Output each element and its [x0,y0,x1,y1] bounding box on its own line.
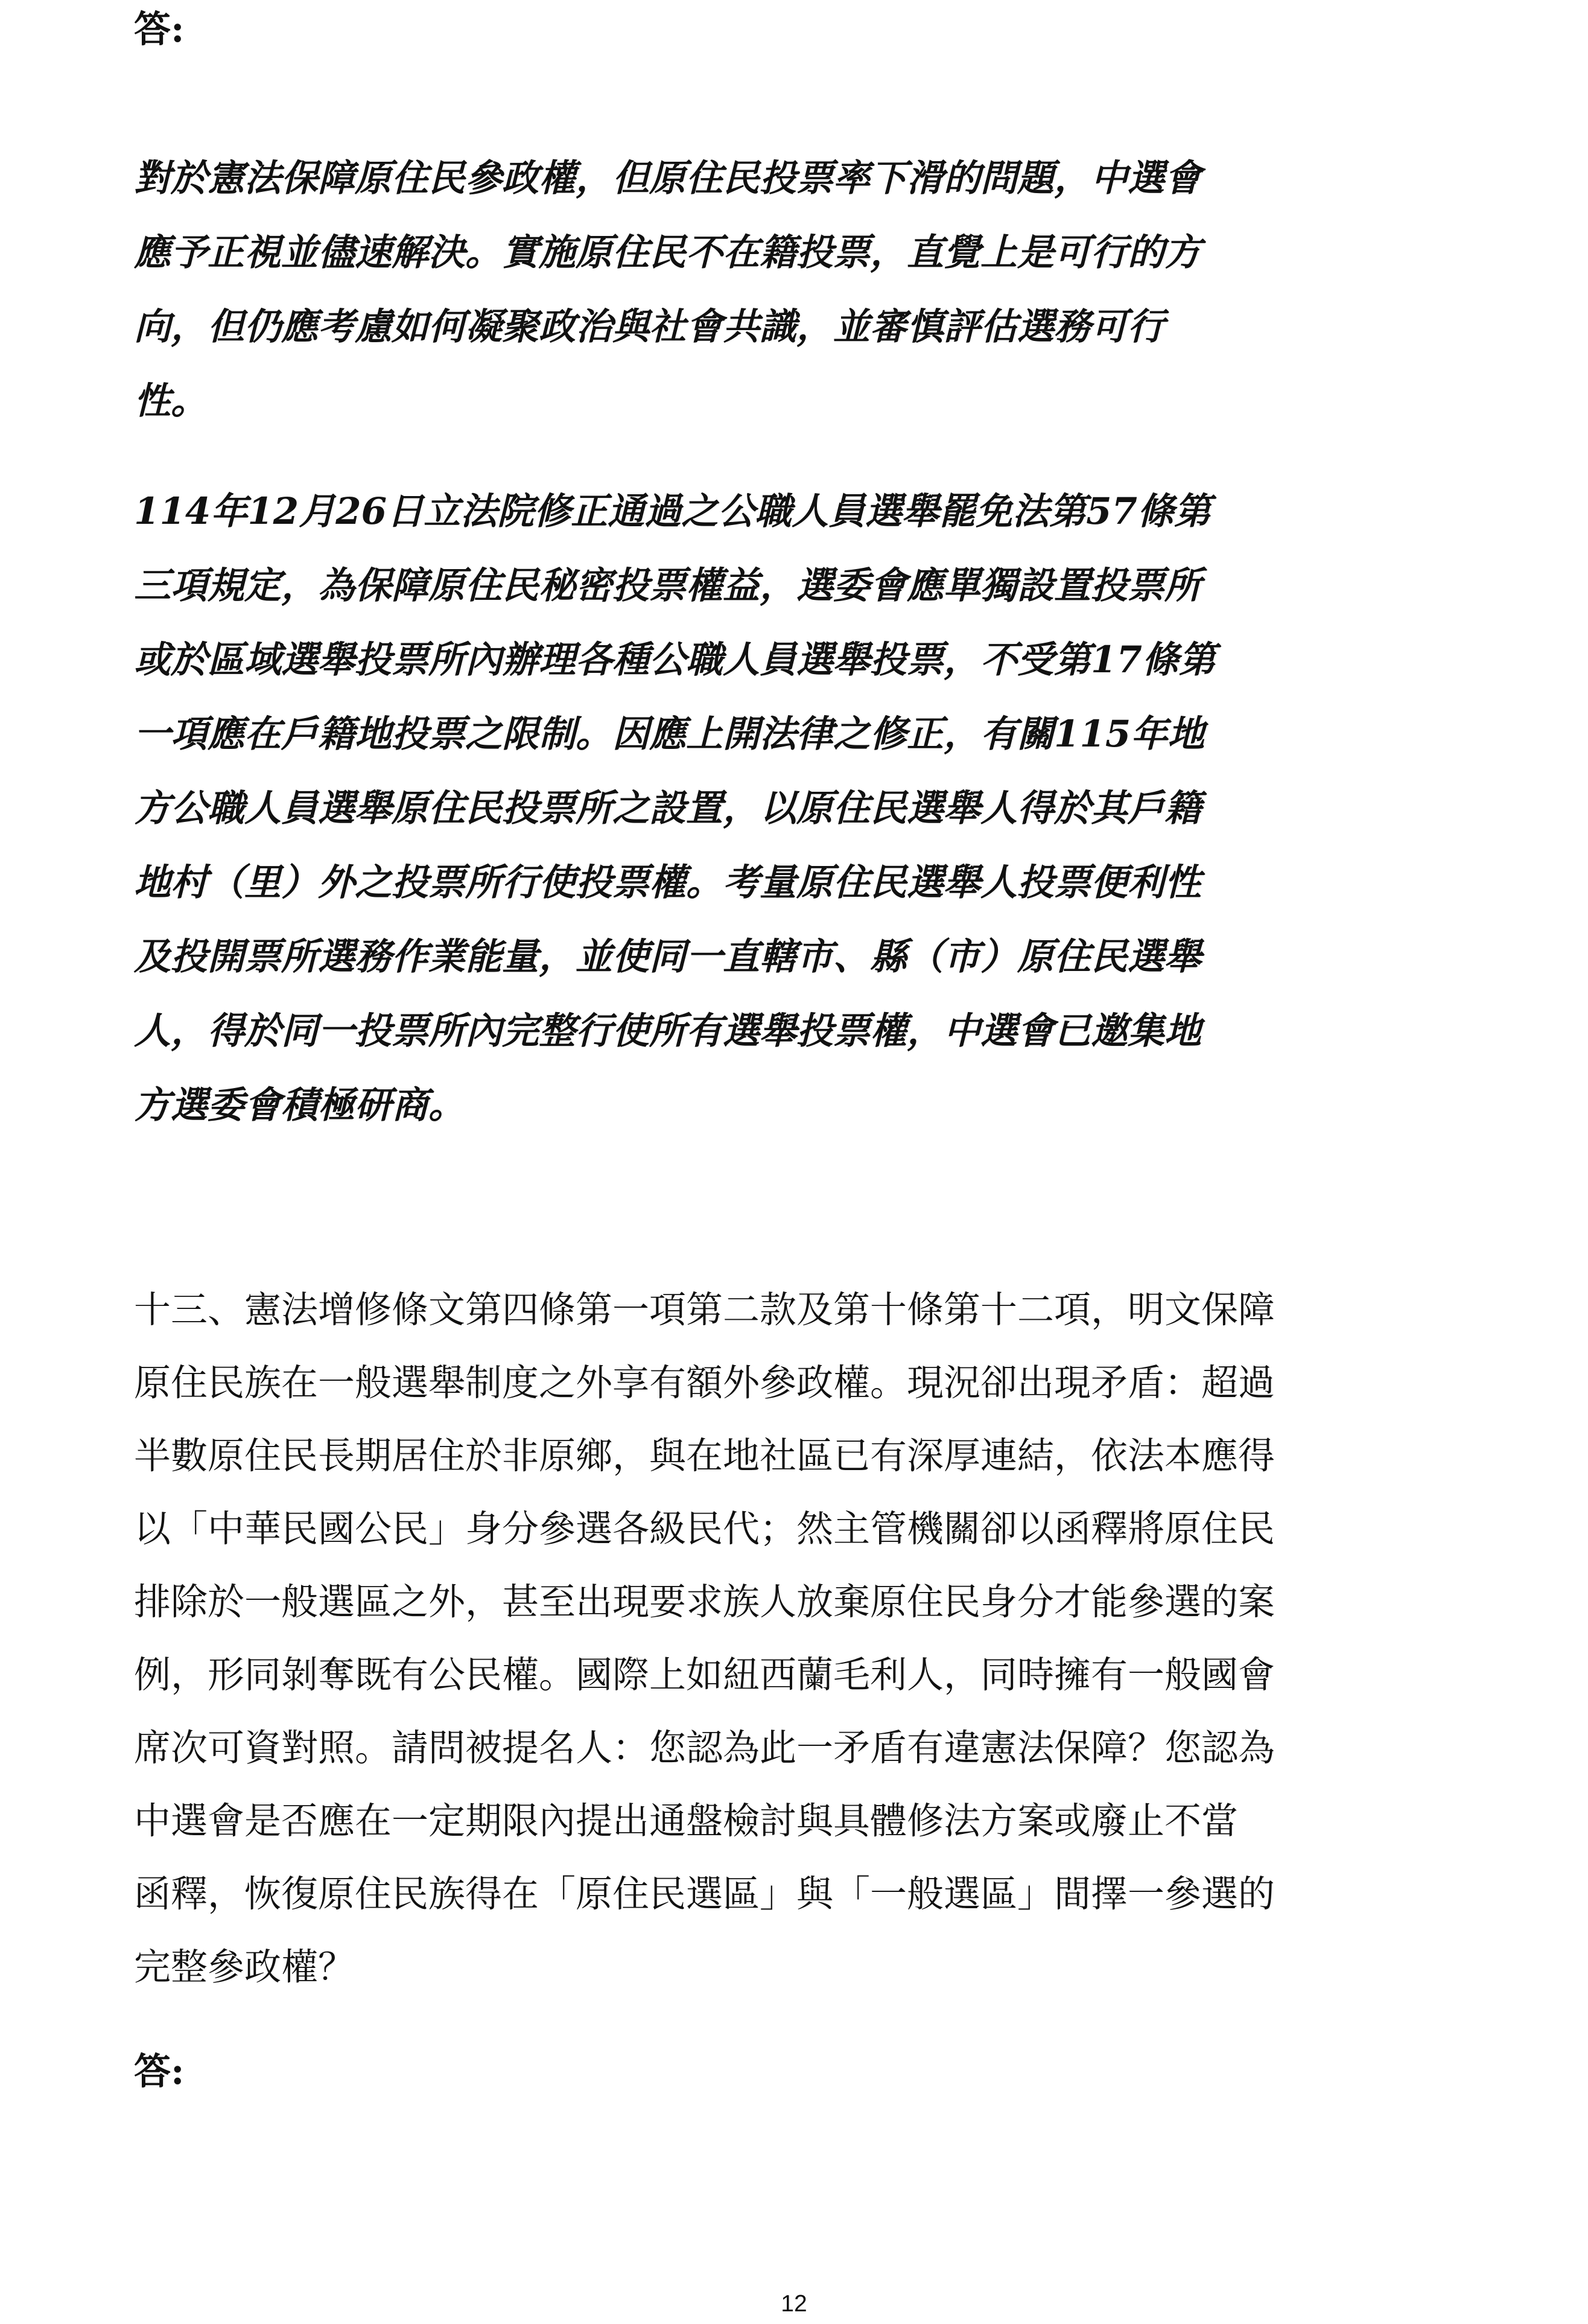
text-line: 向，但仍應考慮如何凝聚政治與社會共識，並審慎評估選務可行 [134,305,1165,348]
text-line: 中選會是否應在一定期限內提出通盤檢討與具體修法方案或廢止不當 [134,1800,1239,1842]
text-line: 原住民族在一般選舉制度之外享有額外參政權。現況卻出現矛盾：超過 [134,1361,1275,1404]
text-line: 席次可資對照。請問被提名人：您認為此一矛盾有違憲法保障？您認為 [134,1727,1275,1769]
text-line: 應予正視並儘速解決。實施原住民不在籍投票，直覺上是可行的方 [134,231,1202,274]
text-line: 地村（里）外之投票所行使投票權。考量原住民選舉人投票便利性 [134,861,1202,904]
text-line: 十三、憲法增修條文第四條第一項第二款及第十條第十二項，明文保障 [134,1288,1275,1331]
text-line: 方選委會積極研商。 [134,1084,466,1127]
text-line: 排除於一般選區之外，甚至出現要求族人放棄原住民身分才能參選的案 [134,1581,1275,1623]
answer-paragraph-1 [134,141,1510,438]
text-line: 人，得於同一投票所內完整行使所有選舉投票權，中選會已邀集地 [134,1010,1202,1052]
text-line: 以「中華民國公民」身分參選各級民代；然主管機關卻以函釋將原住民 [134,1507,1275,1550]
text-line: 及投開票所選務作業能量，並使同一直轄市、縣（市）原住民選舉 [134,935,1202,978]
text-line: 函釋，恢復原住民族得在「原住民選區」與「一般選區」間擇一參選的 [134,1873,1275,1915]
text-line: 對於憲法保障原住民參政權，但原住民投票率下滑的問題，中選會 [134,157,1202,200]
text-line: 一項應在戶籍地投票之限制。因應上開法律之修正，有關115年地 [134,713,1205,756]
text-line: 三項規定，為保障原住民秘密投票權益，選委會應單獨設置投票所 [134,564,1202,607]
question-13 [134,1273,1510,2004]
text-line: 方公職人員選舉原住民投票所之設置，以原住民選舉人得於其戶籍 [134,787,1202,830]
text-line: 性。 [134,380,208,422]
text-line: 114年12月26日立法院修正通過之公職人員選舉罷免法第57條第 [134,490,1211,533]
text-line: 或於區域選舉投票所內辦理各種公職人員選舉投票，不受第17條第 [134,638,1216,681]
text-line: 完整參政權？ [134,1946,355,1988]
text-line: 例，形同剝奪既有公民權。國際上如紐西蘭毛利人，同時擁有一般國會 [134,1654,1275,1696]
text-line: 半數原住民長期居住於非原鄉，與在地社區已有深厚連結，依法本應得 [134,1434,1275,1477]
answer-paragraph-2 [134,474,1510,1142]
page-number: 12 [781,2291,807,2317]
answer-label-top: 答: [134,8,185,51]
answer-label-bottom: 答: [134,2050,185,2093]
